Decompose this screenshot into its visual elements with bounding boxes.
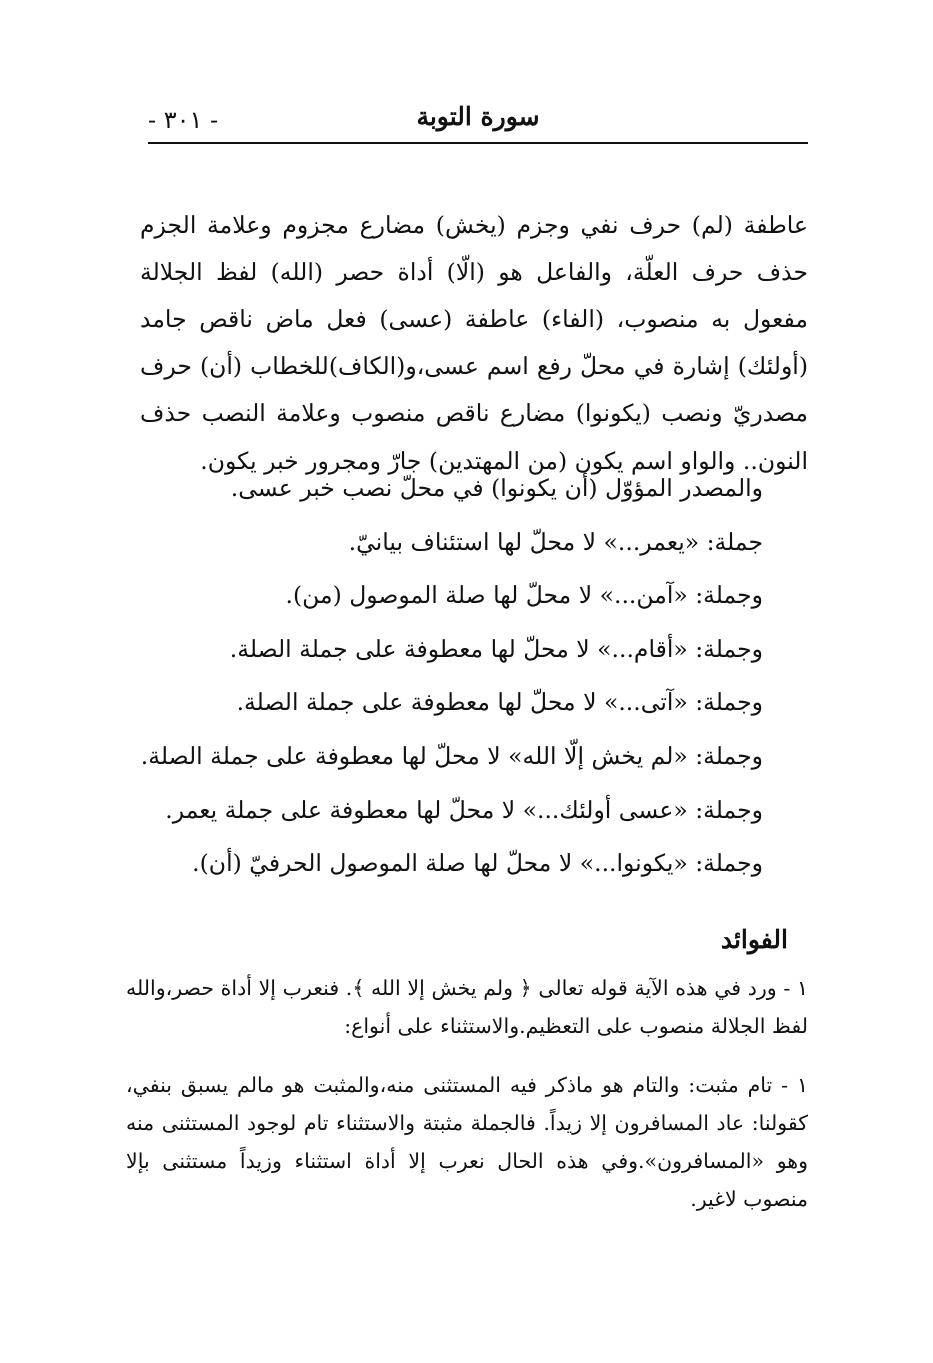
- sentence-line: وجملة: «أقام...» لا محلّ لها معطوفة على جملة الصلة.: [229, 634, 763, 663]
- sentence-line: وجملة: «عسى أولئك...» لا محلّ لها معطوفة على جملة يعمر.: [165, 795, 763, 824]
- running-title: سورة التوبة: [416, 102, 540, 131]
- sentence-line: وجملة: «آمن...» لا محلّ لها صلة الموصول (من).: [285, 581, 763, 610]
- sentence-line: وجملة: «آتى...» لا محلّ لها معطوفة على جملة الصلة.: [236, 688, 763, 717]
- benefits-heading: الفوائد: [720, 924, 788, 954]
- page-number: - ٣٠١ -: [148, 106, 219, 134]
- benefit-note: ١ - ورد في هذه الآية قوله تعالى ﴿ ولم يخش إلا الله ﴾. فنعرب إلا أداة حصر،والله لفظ الجلالة منصوب على التعظيم.والاستثناء على أنواع:: [126, 975, 808, 1038]
- sentence-list: [140, 462, 763, 891]
- sentence-line: جملة: «يعمر...» لا محلّ لها استئناف بيانيّ.: [348, 527, 763, 556]
- sentence-line: وجملة: «لم يخش إلّا الله» لا محلّ لها معطوفة على جملة الصلة.: [140, 741, 763, 770]
- sentence-line: والمصدر المؤوّل (أن يكونوا) في محلّ نصب خبر عسى.: [230, 474, 763, 502]
- page-header: [148, 98, 808, 144]
- grammar-paragraph: عاطفة (لم) حرف نفي وجزم (يخش) مضارع مجزوم وعلامة الجزم حذف حرف العلّة، والفاعل هو (الّا) أداة حصر (الله) لفظ الجلالة مفعول به منصوب، (الفاء) عاطفة (عسى) فعل ماض ناقص جامد (أولئك) إشارة في محلّ رفع اسم عسى،و(الكاف)للخطاب (أن) حرف مصدريّ ونصب (يكونوا) مضارع ناقص منصوب وعلامة النصب حذف النون.. والواو اسم يكون (من المهتدين) جارّ ومجرور خبر يكون.: [140, 210, 808, 475]
- sentence-line: وجملة: «يكونوا...» لا محلّ لها صلة الموصول الحرفيّ (أن).: [192, 849, 763, 878]
- benefit-note: ١ - تام مثبت: والتام هو ماذكر فيه المستثنى منه،والمثبت هو مالم يسبق بنفي، كقولنا: عاد المسافرون إلا زيداً. فالجملة مثبتة والاستثناء تام لوجود المستثنى منه وهو «المسافرون».وفي هذه الحال نعرب إلا أداة استثناء وزيداً مستثنى بإلا منصوب لاغير.: [126, 1072, 808, 1212]
